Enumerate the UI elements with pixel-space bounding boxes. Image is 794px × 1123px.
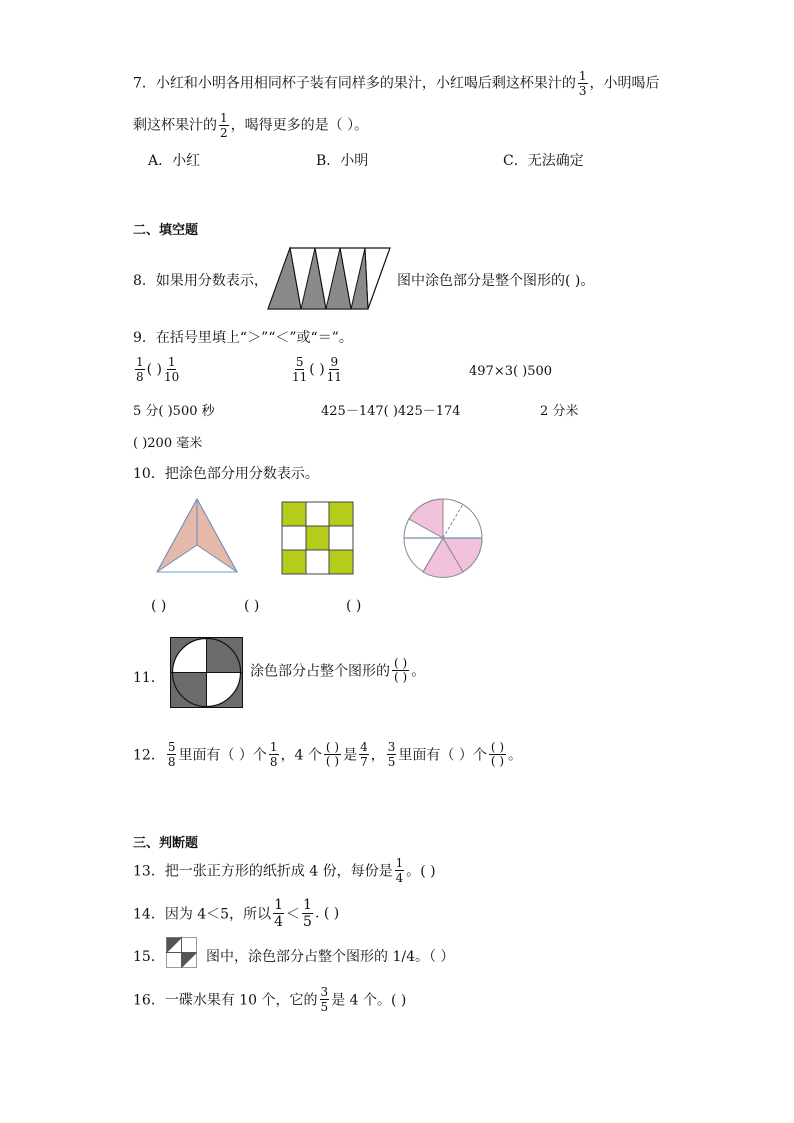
- q9-compare-4[interactable]: 5 分( )500 秒: [133, 404, 215, 419]
- q9-compare-2: $\frac{5}{11}$ ( ) $\frac{9}{11}$: [292, 355, 342, 384]
- answer-blank[interactable]: ( ): [146, 361, 163, 378]
- q12-line: 12． $\frac{5}{8}$ 里面有（ ）个 $\frac{1}{8}$ ，4 个 ( ) ( ) 是 $\frac{4}{7}$ ， $\frac{3}{5}$ 里面有（ ）个 ( ) ( ) 。: [133, 740, 523, 769]
- answer-blank[interactable]: ( ): [309, 361, 325, 378]
- q7-line1: 7．小红和小明各用相同杯子装有同样多的果汁，小红喝后剩这杯果汁的 $\frac{1}{3}$ ，小明喝后: [133, 69, 660, 98]
- q15-number: 15．: [133, 949, 165, 965]
- checker-grid-figure: [282, 502, 354, 576]
- q7-option-c[interactable]: C．无法确定: [503, 153, 584, 169]
- q8-prefix: 8．如果用分数表示，: [133, 273, 268, 289]
- q16-answer-blank[interactable]: 是 4 个。( ): [331, 992, 407, 1009]
- q7-option-b[interactable]: B．小明: [316, 153, 369, 169]
- q7-option-a[interactable]: A．小红: [148, 153, 201, 169]
- q7-line2: 剩这杯果汁的 $\frac{1}{2}$ ，喝得更多的是（ ）。: [133, 111, 369, 140]
- q10-answer-3[interactable]: ( ): [346, 598, 362, 614]
- fraction: $\frac{1}{2}$: [220, 111, 228, 140]
- q10-title: 10．把涂色部分用分数表示。: [133, 466, 319, 482]
- q9-compare-1: $\frac{1}{8}$ ( ) $\frac{1}{10}$: [136, 355, 180, 384]
- q9-title: 9．在括号里填上“＞”“＜”或“＝”。: [133, 330, 353, 346]
- q11-text: 涂色部分占整个图形的 ( ) ( ) 。: [250, 656, 426, 684]
- q10-answer-1[interactable]: ( ): [151, 598, 167, 614]
- q15-text[interactable]: 图中，涂色部分占整个图形的 1/4。（ ）: [206, 949, 455, 965]
- q14: 14．因为 4＜5，所以 $\frac{1}{4}$ ＜ $\frac{1}{5}$ . ( ): [133, 897, 340, 930]
- answer-fraction[interactable]: ( ) ( ): [490, 740, 505, 768]
- fraction: $\frac{1}{3}$: [578, 69, 587, 98]
- q9-compare-5[interactable]: 425－147( )425－174: [321, 404, 461, 419]
- parallelogram-triangles-figure: [268, 246, 392, 312]
- q9-compare-6b[interactable]: ( )200 毫米: [133, 436, 203, 451]
- q11-number: 11．: [133, 670, 165, 686]
- q9-compare-6a: 2 分米: [540, 404, 579, 419]
- q14-answer-blank[interactable]: . ( ): [314, 905, 340, 922]
- circle-square-figure: [170, 637, 244, 709]
- pie-circle-figure: [402, 499, 484, 579]
- section-title-true-false: 三、判断题: [133, 836, 199, 851]
- q9-compare-3[interactable]: 497×3( )500: [469, 364, 553, 379]
- q8-suffix: 图中涂色部分是整个图形的( )。: [397, 273, 595, 289]
- answer-fraction[interactable]: ( ) ( ): [325, 740, 340, 768]
- q13-answer-blank[interactable]: 。( ): [406, 863, 436, 880]
- q13: 13．把一张正方形的纸折成 4 份，每份是 $\frac{1}{4}$ 。( ): [133, 856, 436, 885]
- section-title-fill-blank: 二、填空题: [133, 223, 199, 238]
- small-square-triangles-figure: [166, 937, 198, 969]
- answer-fraction[interactable]: ( ) ( ): [394, 656, 408, 684]
- q10-answer-2[interactable]: ( ): [244, 598, 260, 614]
- triangle-figure: [157, 497, 239, 577]
- q16: 16．一碟水果有 10 个，它的 $\frac{3}{5}$ 是 4 个。( ): [133, 985, 407, 1014]
